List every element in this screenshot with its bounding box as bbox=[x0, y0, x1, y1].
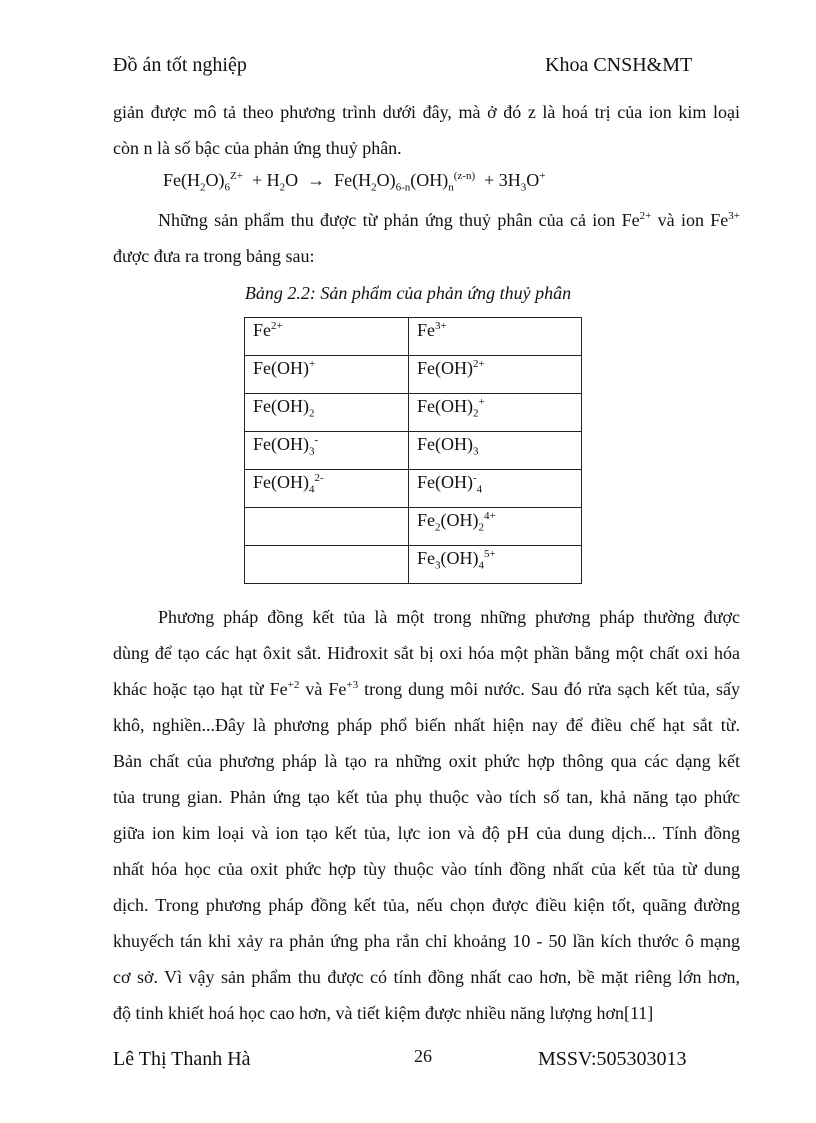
table-cell: Fe(OH)+ bbox=[245, 356, 409, 394]
table-cell: $Fe(OH)_3^-$ bbox=[245, 432, 409, 470]
paragraph-line: tủa trung gian. Phản ứng tạo kết tủa phụ thuộc vào tích số tan, khả năng tạo phức bbox=[113, 787, 740, 807]
table-cell: $Fe_3(OH)_4^{5+}$ bbox=[409, 546, 582, 584]
table-cell: $Fe_2(OH)_2^{4+}$ bbox=[409, 508, 582, 546]
footer-student-id: MSSV:505303013 bbox=[538, 1048, 687, 1070]
products-intro-line-1: Những sản phẩm thu được từ phản ứng thuỷ phân của cả ion $Fe^{2+}$ và ion $Fe^{3+}$ bbox=[158, 210, 740, 230]
paragraph-line: khuyếch tán khi xảy ra phản ứng pha rắn chỉ khoảng 10 - 50 lần kích thước ô mạng bbox=[113, 931, 740, 951]
table-caption: Bảng 2.2: Sản phẩm của phản ứng thuỷ phân bbox=[244, 283, 572, 303]
header-department: Khoa CNSH&MT bbox=[545, 54, 693, 76]
paragraph-line: dùng để tạo các hạt ôxit sắt. Hiđroxit sắt bị oxi hóa một phần bằng một chất oxi hóa bbox=[113, 643, 740, 663]
hydrolysis-equation: $Fe(H_2O)_6^{Z+} + H_2O \to Fe(H_2O)_{6-n}(OH)_n^{(z-n)} + 3H_3O^+$ bbox=[163, 170, 546, 194]
hydrolysis-products-table bbox=[244, 317, 582, 584]
table-cell: $Fe(OH)_2$ bbox=[245, 394, 409, 432]
table-row bbox=[245, 356, 582, 394]
table-row bbox=[245, 508, 582, 546]
paragraph-line: cơ sở. Vì vậy sản phẩm thu được có tính đồng nhất cao hơn, bề mặt riêng lớn hơn, bbox=[113, 967, 740, 987]
table-cell-empty bbox=[245, 546, 409, 584]
page-number: 26 bbox=[414, 1046, 432, 1066]
paragraph-line: khô, nghiền...Đây là phương pháp phổ biến nhất hiện nay để điều chế hạt sắt từ. bbox=[113, 715, 740, 735]
products-intro-line-2: được đưa ra trong bảng sau: bbox=[113, 246, 315, 266]
header-title: Đồ án tốt nghiệp bbox=[113, 54, 247, 76]
products-intro-paragraph bbox=[113, 202, 740, 274]
paragraph-line: Bản chất của phương pháp là tạo ra những oxit phức hợp thông qua các dạng kết bbox=[113, 751, 740, 771]
table-cell: $Fe(OH)_4^{2-}$ bbox=[245, 470, 409, 508]
table-cell-empty bbox=[245, 508, 409, 546]
table-row bbox=[245, 318, 582, 356]
table-cell: Fe(OH)$^{2+}$ bbox=[409, 356, 582, 394]
table-cell: $Fe^{3+}$ bbox=[409, 318, 582, 356]
table-row bbox=[245, 432, 582, 470]
paragraph-line: giữa ion kim loại và ion tạo kết tủa, lực ion và độ pH của dung dịch... Tính đồng bbox=[113, 823, 740, 843]
paragraph-line: Phương pháp đồng kết tủa là một trong những phương pháp thường được bbox=[158, 607, 740, 627]
table-row bbox=[245, 546, 582, 584]
table-row bbox=[245, 470, 582, 508]
intro-paragraph bbox=[113, 94, 740, 166]
intro-line-2: còn n là số bậc của phản ứng thuỷ phân. bbox=[113, 138, 402, 158]
paragraph-line: khác hoặc tạo hạt từ $Fe^{+2}$ và $Fe^{+3}$ trong dung môi nước. Sau đó rửa sạch kết tủa, sấy bbox=[113, 679, 740, 699]
table-cell: $Fe(OH)_2^+$ bbox=[409, 394, 582, 432]
coprecipitation-paragraph bbox=[113, 599, 740, 1031]
table-cell: $Fe^{2+}$ bbox=[245, 318, 409, 356]
paragraph-line: độ tinh khiết hoá học cao hơn, và tiết kiệm được nhiều năng lượng hơn[11] bbox=[113, 1003, 654, 1023]
paragraph-line: dịch. Trong phương pháp đồng kết tủa, nếu chọn được điều kiện tốt, quãng đường bbox=[113, 895, 740, 915]
footer-author: Lê Thị Thanh Hà bbox=[113, 1048, 251, 1070]
arrow-icon: → bbox=[307, 170, 326, 190]
table-cell: $Fe(OH)_3$ bbox=[409, 432, 582, 470]
table-cell: $Fe(OH)^-_4$ bbox=[409, 470, 582, 508]
table-row bbox=[245, 394, 582, 432]
paragraph-line: nhất hóa học của oxit phức hợp tùy thuộc vào tính đồng nhất của kết tủa từ dung bbox=[113, 859, 740, 879]
intro-line-1: giản được mô tả theo phương trình dưới đây, mà ở đó z là hoá trị của ion kim loại bbox=[113, 102, 740, 122]
